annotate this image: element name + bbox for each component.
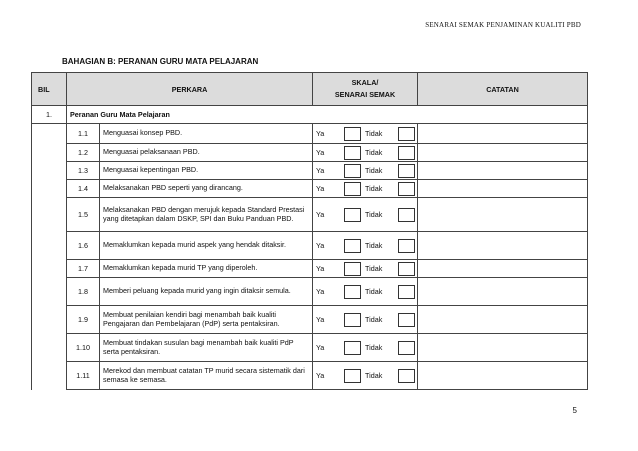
section-row	[32, 106, 588, 124]
item-number: 1.5	[67, 198, 100, 232]
yes-label: Ya	[316, 343, 325, 352]
item-text: Menguasai pelaksanaan PBD.	[100, 144, 313, 162]
table-row	[32, 334, 588, 362]
catatan-cell[interactable]	[418, 162, 588, 180]
row-spacer-cell	[32, 180, 67, 198]
scale-cell	[313, 334, 418, 362]
yes-checkbox[interactable]	[344, 285, 361, 299]
catatan-cell[interactable]	[418, 362, 588, 390]
item-number: 1.3	[67, 162, 100, 180]
row-spacer-cell	[32, 144, 67, 162]
yes-checkbox[interactable]	[344, 208, 361, 222]
table-row	[32, 180, 588, 198]
yes-label: Ya	[316, 371, 325, 380]
item-number: 1.7	[67, 260, 100, 278]
no-checkbox[interactable]	[398, 146, 415, 160]
row-spacer-cell	[32, 162, 67, 180]
no-checkbox[interactable]	[398, 285, 415, 299]
scale-cell	[313, 362, 418, 390]
section-title: BAHAGIAN B: PERANAN GURU MATA PELAJARAN	[62, 57, 259, 66]
item-text: Menguasai kepentingan PBD.	[100, 162, 313, 180]
scale-cell	[313, 198, 418, 232]
yes-checkbox[interactable]	[344, 127, 361, 141]
catatan-cell[interactable]	[418, 144, 588, 162]
no-checkbox[interactable]	[398, 313, 415, 327]
table-row	[32, 198, 588, 232]
yes-checkbox[interactable]	[344, 146, 361, 160]
scale-options	[313, 164, 417, 178]
table-row	[32, 144, 588, 162]
item-text: Memaklumkan kepada murid TP yang diperoleh.	[100, 260, 313, 278]
no-label: Tidak	[365, 210, 383, 219]
item-text: Membuat tindakan susulan bagi menambah baik kualiti PdP serta pentaksiran.	[100, 334, 313, 362]
column-header-bil: BIL	[32, 73, 67, 106]
row-spacer-cell	[32, 278, 67, 306]
scale-cell	[313, 180, 418, 198]
table-row	[32, 260, 588, 278]
yes-label: Ya	[316, 287, 325, 296]
senarai-semak-label: SENARAI SEMAK	[334, 90, 396, 99]
item-text: Menguasai konsep PBD.	[100, 124, 313, 144]
scale-cell	[313, 124, 418, 144]
scale-options	[313, 285, 417, 299]
option-no	[365, 146, 417, 160]
option-no	[365, 262, 417, 276]
option-yes	[313, 262, 365, 276]
item-text: Membuat penilaian kendiri bagi menambah baik kualiti Pengajaran dan Pembelajaran (PdP) serta pentaksiran.	[100, 306, 313, 334]
yes-checkbox[interactable]	[344, 341, 361, 355]
scale-options	[313, 341, 417, 355]
item-number: 1.8	[67, 278, 100, 306]
scale-cell	[313, 232, 418, 260]
row-spacer-cell	[32, 198, 67, 232]
no-label: Tidak	[365, 241, 383, 250]
no-label: Tidak	[365, 343, 383, 352]
scale-options	[313, 182, 417, 196]
yes-checkbox[interactable]	[344, 369, 361, 383]
item-number: 1.6	[67, 232, 100, 260]
no-label: Tidak	[365, 264, 383, 273]
yes-label: Ya	[316, 129, 325, 138]
section-number: 1.	[32, 106, 67, 124]
no-label: Tidak	[365, 166, 383, 175]
catatan-cell[interactable]	[418, 278, 588, 306]
catatan-cell[interactable]	[418, 180, 588, 198]
yes-checkbox[interactable]	[344, 262, 361, 276]
scale-cell	[313, 278, 418, 306]
page-number: 5	[572, 406, 577, 415]
row-spacer-cell	[32, 306, 67, 334]
option-yes	[313, 127, 365, 141]
scale-options	[313, 262, 417, 276]
scale-cell	[313, 306, 418, 334]
yes-label: Ya	[316, 241, 325, 250]
scale-options	[313, 239, 417, 253]
yes-label: Ya	[316, 148, 325, 157]
option-no	[365, 239, 417, 253]
item-text: Merekod dan membuat catatan TP murid secara sistematik dari semasa ke semasa.	[100, 362, 313, 390]
table-row	[32, 124, 588, 144]
yes-label: Ya	[316, 166, 325, 175]
option-no	[365, 164, 417, 178]
no-checkbox[interactable]	[398, 208, 415, 222]
item-number: 1.2	[67, 144, 100, 162]
table-header-row	[32, 73, 588, 106]
no-label: Tidak	[365, 184, 383, 193]
row-spacer-cell	[32, 334, 67, 362]
no-checkbox[interactable]	[398, 341, 415, 355]
checklist-table	[31, 72, 588, 390]
row-spacer-cell	[32, 232, 67, 260]
item-text: Memaklumkan kepada murid aspek yang hendak ditaksir.	[100, 232, 313, 260]
option-yes	[313, 285, 365, 299]
row-spacer-cell	[32, 362, 67, 390]
running-header: SENARAI SEMAK PENJAMINAN KUALITI PBD	[425, 21, 581, 29]
no-checkbox[interactable]	[398, 182, 415, 196]
scale-cell	[313, 162, 418, 180]
option-no	[365, 127, 417, 141]
table-row	[32, 162, 588, 180]
scale-options	[313, 208, 417, 222]
no-checkbox[interactable]	[398, 164, 415, 178]
yes-checkbox[interactable]	[344, 313, 361, 327]
no-label: Tidak	[365, 287, 383, 296]
option-yes	[313, 208, 365, 222]
item-text: Memberi peluang kepada murid yang ingin ditaksir semula.	[100, 278, 313, 306]
yes-checkbox[interactable]	[344, 164, 361, 178]
option-yes	[313, 239, 365, 253]
no-label: Tidak	[365, 148, 383, 157]
option-yes	[313, 164, 365, 178]
yes-checkbox[interactable]	[344, 182, 361, 196]
item-text: Melaksanakan PBD dengan merujuk kepada Standard Prestasi yang ditetapkan dalam DSKP, SPI dan Buku Panduan PBD.	[100, 198, 313, 232]
no-checkbox[interactable]	[398, 369, 415, 383]
option-yes	[313, 313, 365, 327]
item-number: 1.11	[67, 362, 100, 390]
no-checkbox[interactable]	[398, 262, 415, 276]
row-spacer-cell	[32, 260, 67, 278]
table-row	[32, 362, 588, 390]
catatan-cell[interactable]	[418, 260, 588, 278]
catatan-cell[interactable]	[418, 198, 588, 232]
item-text: Melaksanakan PBD seperti yang dirancang.	[100, 180, 313, 198]
table-row	[32, 306, 588, 334]
option-no	[365, 182, 417, 196]
no-label: Tidak	[365, 371, 383, 380]
section-row-title: Peranan Guru Mata Pelajaran	[67, 106, 588, 124]
scale-cell	[313, 144, 418, 162]
scale-options	[313, 146, 417, 160]
catatan-cell[interactable]	[418, 232, 588, 260]
yes-label: Ya	[316, 315, 325, 324]
catatan-cell[interactable]	[418, 306, 588, 334]
no-checkbox[interactable]	[398, 127, 415, 141]
option-no	[365, 313, 417, 327]
yes-checkbox[interactable]	[344, 239, 361, 253]
option-no	[365, 369, 417, 383]
item-number: 1.9	[67, 306, 100, 334]
scale-cell	[313, 260, 418, 278]
row-spacer-cell	[32, 124, 67, 144]
option-no	[365, 208, 417, 222]
option-yes	[313, 341, 365, 355]
scale-options	[313, 127, 417, 141]
skala-label: SKALA/	[351, 78, 379, 87]
scale-options	[313, 369, 417, 383]
option-yes	[313, 369, 365, 383]
yes-label: Ya	[316, 184, 325, 193]
option-yes	[313, 146, 365, 160]
option-no	[365, 341, 417, 355]
catatan-cell[interactable]	[418, 124, 588, 144]
column-header-perkara: PERKARA	[67, 73, 313, 106]
option-yes	[313, 182, 365, 196]
table-row	[32, 232, 588, 260]
scale-options	[313, 313, 417, 327]
item-number: 1.10	[67, 334, 100, 362]
item-number: 1.4	[67, 180, 100, 198]
option-no	[365, 285, 417, 299]
yes-label: Ya	[316, 210, 325, 219]
yes-label: Ya	[316, 264, 325, 273]
table-row	[32, 278, 588, 306]
no-label: Tidak	[365, 315, 383, 324]
column-header-catatan: CATATAN	[418, 73, 588, 106]
column-header-skala	[313, 73, 418, 106]
no-label: Tidak	[365, 129, 383, 138]
no-checkbox[interactable]	[398, 239, 415, 253]
item-number: 1.1	[67, 124, 100, 144]
catatan-cell[interactable]	[418, 334, 588, 362]
